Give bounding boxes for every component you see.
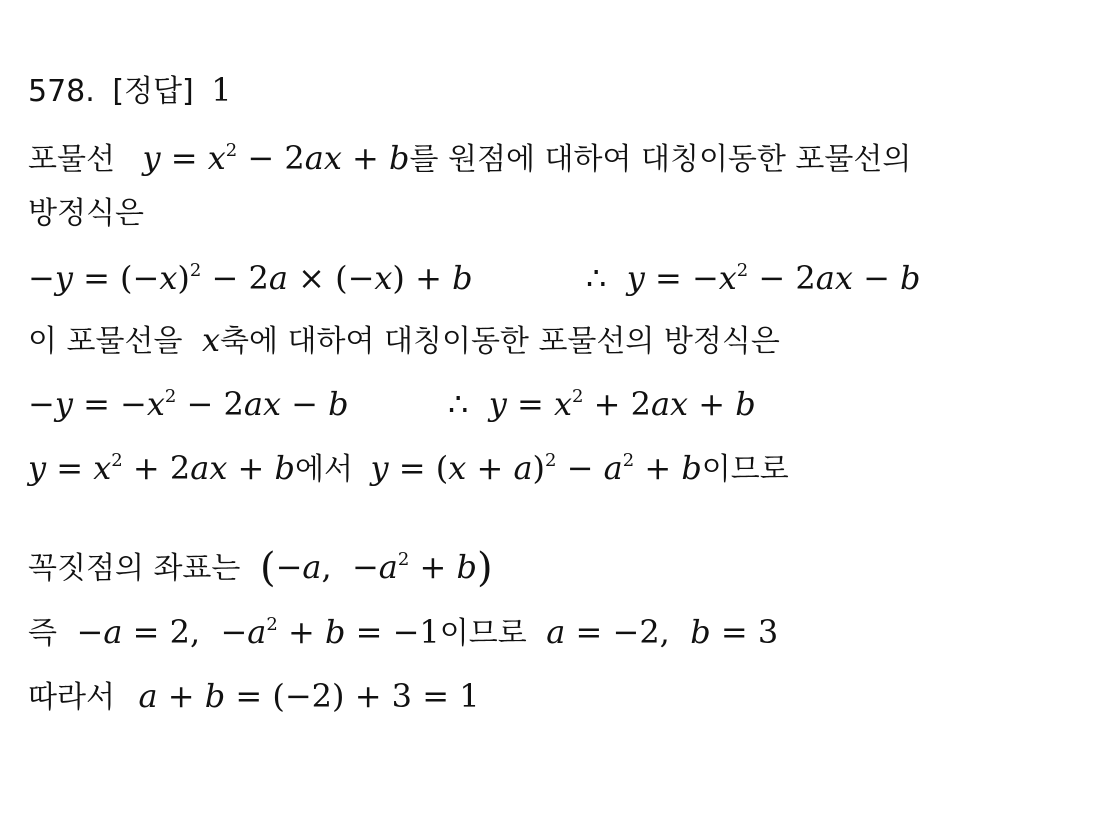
equation-x-result: ∴ $y = x^2 + 2ax + b$: [448, 385, 756, 423]
solution-line-1: [28, 138, 911, 180]
text-hence: 따라서: [28, 680, 115, 715]
equation-x-reflected: $-y = -x^2 - 2ax - b$: [28, 385, 349, 423]
text-vertex-coordinates: 꼭짓점의 좌표는: [28, 551, 241, 586]
solution-line-7: [28, 547, 493, 589]
equation-origin-result: ∴ $y = -x^2 - 2ax - b$: [586, 259, 921, 297]
answer-value: 1: [211, 71, 232, 109]
equation-original: $y = x^2 - 2ax + b$: [142, 139, 410, 177]
variable-x: x: [201, 321, 221, 359]
problem-number: 578.: [28, 74, 95, 109]
solution-line-3: [28, 258, 921, 300]
solution-line-5: [28, 384, 756, 426]
solution-line-8: [28, 612, 778, 654]
text-parabola: 포물선: [28, 142, 115, 177]
equation-final: $y = x^2 + 2ax + b$: [28, 449, 296, 487]
vertex-coordinates: (−a, $-a^2 + b$): [259, 545, 493, 591]
solution-line-9: [28, 676, 480, 718]
equation-vertex-match: −a = 2, $-a^2 + b = -1$: [76, 613, 440, 651]
text-this-parabola: 이 포물선을: [28, 324, 183, 359]
text-that-is: 즉: [28, 616, 57, 651]
solution-line-6: [28, 448, 789, 490]
text-origin-symmetry: 를 원점에 대하여 대칭이동한 포물선의: [409, 142, 912, 177]
text-therefore: 이므로: [701, 452, 789, 487]
text-equation-is: 방정식은: [28, 196, 144, 231]
equation-origin-reflected: $-y = (-x)^2 - 2a \times (-x) + b$: [28, 259, 473, 297]
equation-answer: a + b = (−2) + 3 = 1: [138, 677, 480, 715]
equation-completed-square: $y = (x + a)^2 - a^2 + b$: [370, 449, 702, 487]
problem-header: [28, 70, 232, 112]
text-so: 이므로: [439, 616, 527, 651]
text-axis-symmetry: 축에 대하여 대칭이동한 포물선의 방정식은: [220, 324, 780, 359]
solution-line-2: [28, 194, 144, 234]
answer-label: [정답]: [112, 74, 194, 109]
equation-values: a = −2, b = 3: [546, 613, 779, 651]
text-from: 에서: [295, 452, 353, 487]
solution-line-4: [28, 320, 780, 362]
